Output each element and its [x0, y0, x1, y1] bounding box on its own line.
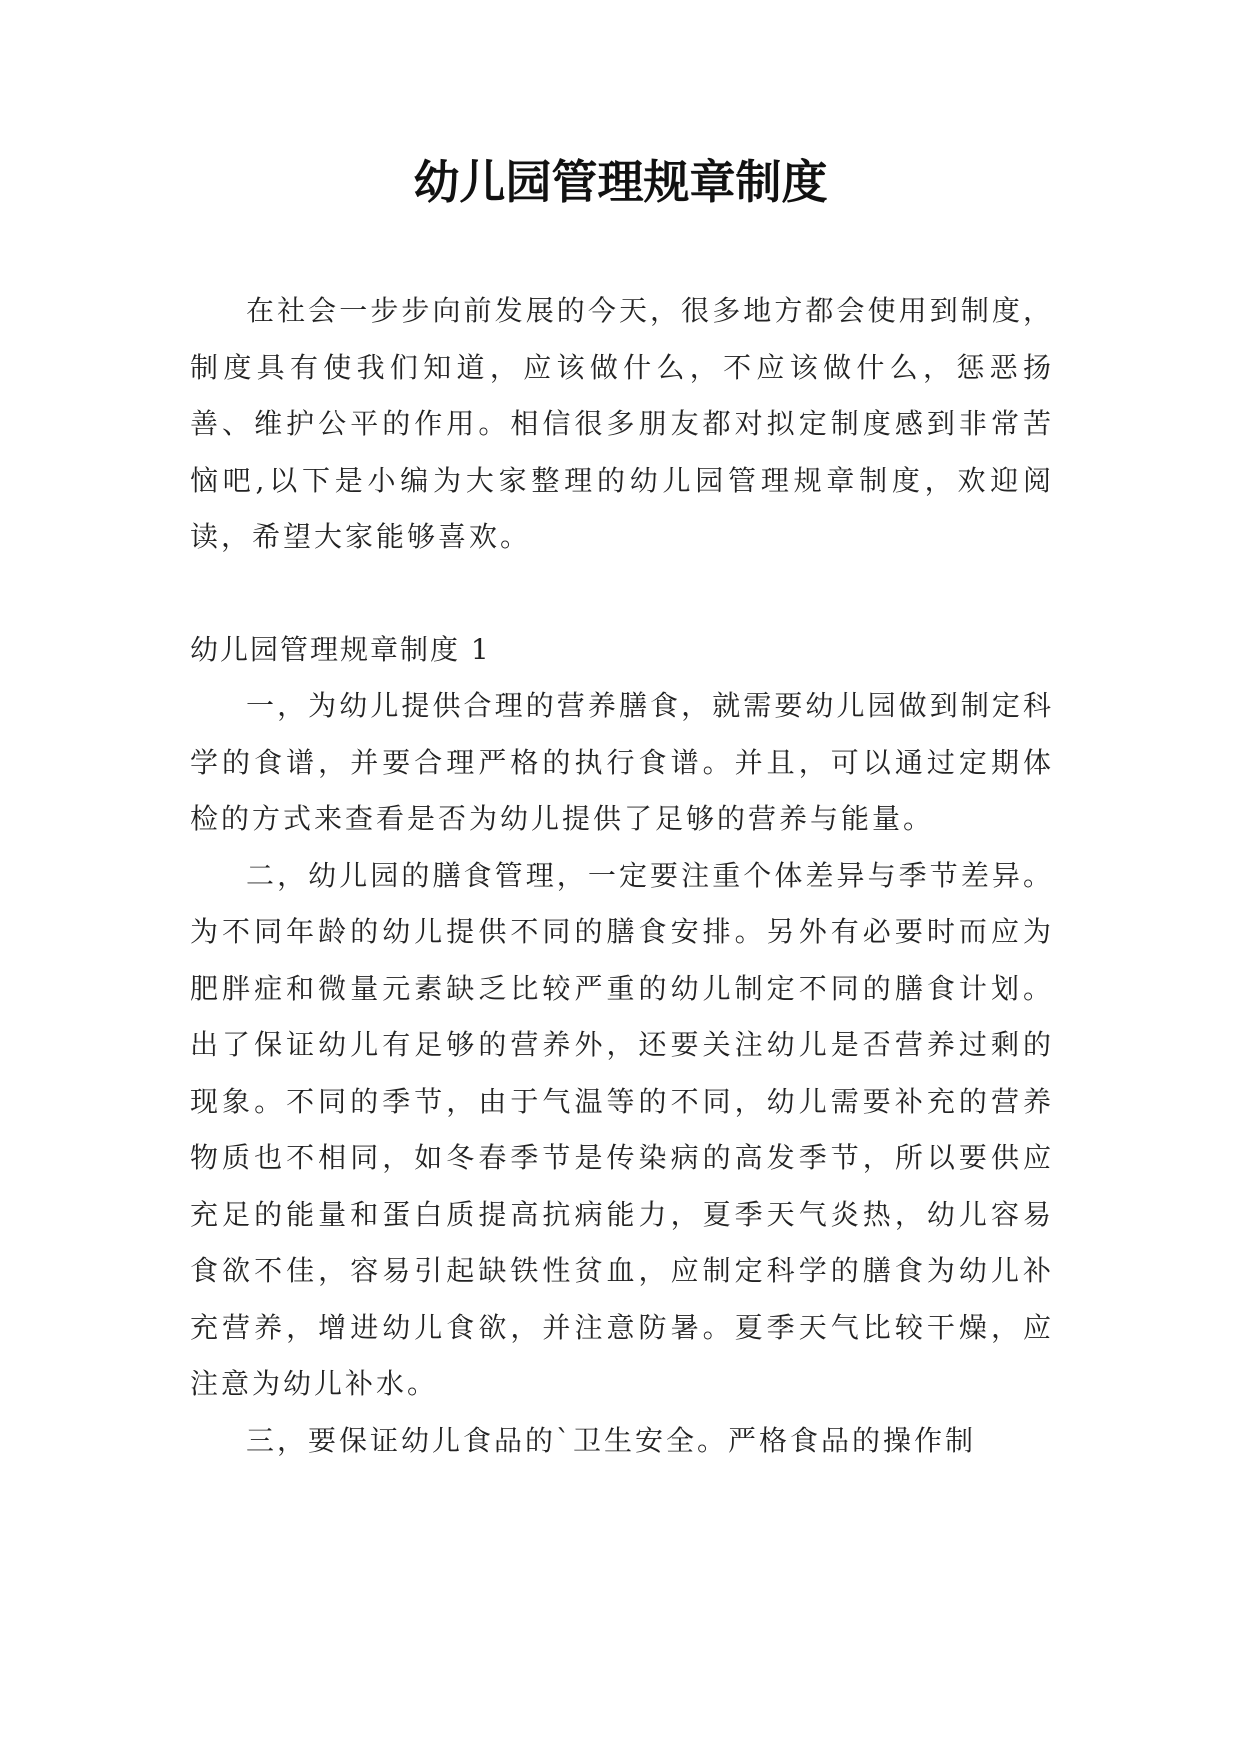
intro-paragraph: 在社会一步步向前发展的今天，很多地方都会使用到制度，制度具有使我们知道，应该做什么，不应该做什么，惩恶扬善、维护公平的作用。相信很多朋友都对拟定制度感到非常苦恼吧,以下是小编为大家整理的幼儿园管理规章制度，欢迎阅读，希望大家能够喜欢。	[190, 294, 1054, 553]
body-paragraph-1: 一，为幼儿提供合理的营养膳食，就需要幼儿园做到制定科学的食谱，并要合理严格的执行食谱。并且，可以通过定期体检的方式来查看是否为幼儿提供了足够的营养与能量。	[190, 689, 1054, 835]
body-paragraph-3: 三，要保证幼儿食品的`卫生安全。严格食品的操作制	[246, 1423, 977, 1457]
section-heading: 幼儿园管理规章制度 1	[190, 632, 491, 666]
body-paragraph-2: 二，幼儿园的膳食管理，一定要注重个体差异与季节差异。为不同年龄的幼儿提供不同的膳食安排。另外有必要时而应为肥胖症和微量元素缺乏比较严重的幼儿制定不同的膳食计划。出了保证幼儿有足够的营养外，还要关注幼儿是否营养过剩的现象。不同的季节，由于气温等的不同，幼儿需要补充的营养物质也不相同，如冬春季节是传染病的高发季节，所以要供应充足的能量和蛋白质提高抗病能力，夏季天气炎热，幼儿容易食欲不佳，容易引起缺铁性贫血，应制定科学的膳食为幼儿补充营养，增进幼儿食欲，并注意防暑。夏季天气比较干燥，应注意为幼儿补水。	[190, 858, 1054, 1400]
document-body	[190, 283, 1054, 1469]
document-title: 幼儿园管理规章制度	[413, 155, 828, 209]
paragraph-gap	[190, 566, 1054, 622]
